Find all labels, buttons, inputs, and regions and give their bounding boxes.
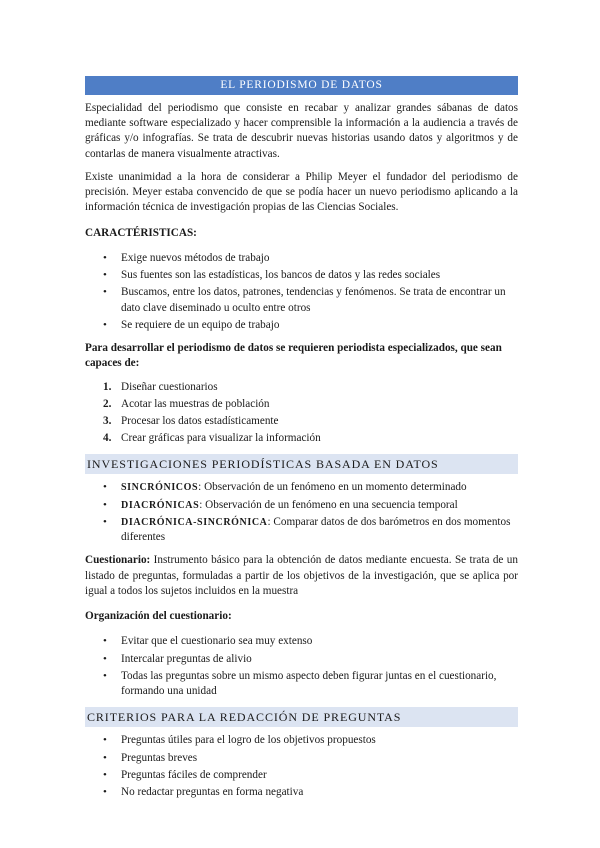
list-item: • Preguntas útiles para el logro de los objetivos propuestos [85,733,518,748]
list-item-text: Diseñar cuestionarios [121,380,218,393]
list-item: • Evitar que el cuestionario sea muy extenso [85,634,518,649]
list-number: 1. [103,380,112,393]
list-number: 2. [103,397,112,410]
criterios-list [85,733,518,800]
list-item [85,431,518,446]
investigaciones-title: INVESTIGACIONES PERIODÍSTICAS BASADA EN DATOS [85,454,518,474]
list-item [85,515,518,545]
list-item [85,397,518,412]
list-item: • Preguntas breves [85,751,518,766]
caracteristicas-list [85,251,518,333]
list-item: • No redactar preguntas en forma negativa [85,785,518,800]
requisitos-list [85,380,518,447]
requisitos-paragraph: Para desarrollar el periodismo de datos se requieren periodista especializados, que sean capaces de: [85,342,502,370]
intro-paragraph-2: Existe unanimidad a la hora de considerar a Philip Meyer el fundador del periodismo de precisión. Meyer estaba convencido de que se podía hacer un nuevo periodismo aplicando a la información técnica de investigación propias de las Ciencias Sociales. [85,170,518,214]
document-content [85,76,518,808]
list-item: • Preguntas fáciles de comprender [85,768,518,783]
term-description: : Observación de un fenómeno en un momento determinado [198,481,467,494]
list-item: • Buscamos, entre los datos, patrones, tendencias y fenómenos. Se trata de encontrar un dato clave diseminado u oculto entre otros [85,285,518,315]
organizacion-heading: Organización del cuestionario: [85,610,232,623]
term-label: SINCRÓNICOS [121,482,199,494]
list-item: • Intercalar preguntas de alivio [85,652,518,667]
list-number: 4. [103,432,112,445]
list-item-text: Acotar las muestras de población [121,397,270,410]
list-item [85,498,518,513]
document-title: EL PERIODISMO DE DATOS [85,76,518,95]
term-description: : Observación de un fenómeno en una secuencia temporal [199,498,458,511]
investigaciones-list [85,480,518,545]
cuestionario-term: Cuestionario: [85,554,151,567]
term-label: DIACRÓNICAS [121,499,200,511]
intro-paragraph-1: Especialidad del periodismo que consiste en recabar y analizar grandes sábanas de datos mediante software especializado y hacer comprensible la información a la audiencia a través de gráficas y/o infografías. Se trata de descubrir nuevas historias usando datos y algoritmos y de contarlas de manera visualmente atractivas. [85,102,518,160]
organizacion-list [85,634,518,699]
criterios-title: CRITERIOS PARA LA REDACCIÓN DE PREGUNTAS [85,707,518,727]
term-description: : Comparar datos de dos barómetros en dos momentos diferentes [121,515,511,544]
list-item: • Sus fuentes son las estadísticas, los bancos de datos y las redes sociales [85,268,518,283]
list-number: 3. [103,414,112,427]
cuestionario-paragraph [85,553,518,599]
list-item [85,414,518,429]
list-item-text: Crear gráficas para visualizar la información [121,432,321,445]
list-item: • Todas las preguntas sobre un mismo aspecto deben figurar juntas en el cuestionario, formando una unidad [85,669,518,699]
list-item [85,480,518,495]
list-item [85,380,518,395]
list-item-text: Procesar los datos estadísticamente [121,414,279,427]
list-item: • Exige nuevos métodos de trabajo [85,251,518,266]
list-item: • Se requiere de un equipo de trabajo [85,318,518,333]
cuestionario-text: Instrumento básico para la obtención de datos mediante encuesta. Se trata de un listado de preguntas, formuladas a partir de los objetivos de la investigación, que se aplica por igual a todos los sujetos incluidos en la muestra [85,554,518,597]
term-label: DIACRÓNICA-SINCRÓNICA [121,516,268,528]
caracteristicas-heading: CARACTÉRISTICAS: [85,226,197,239]
